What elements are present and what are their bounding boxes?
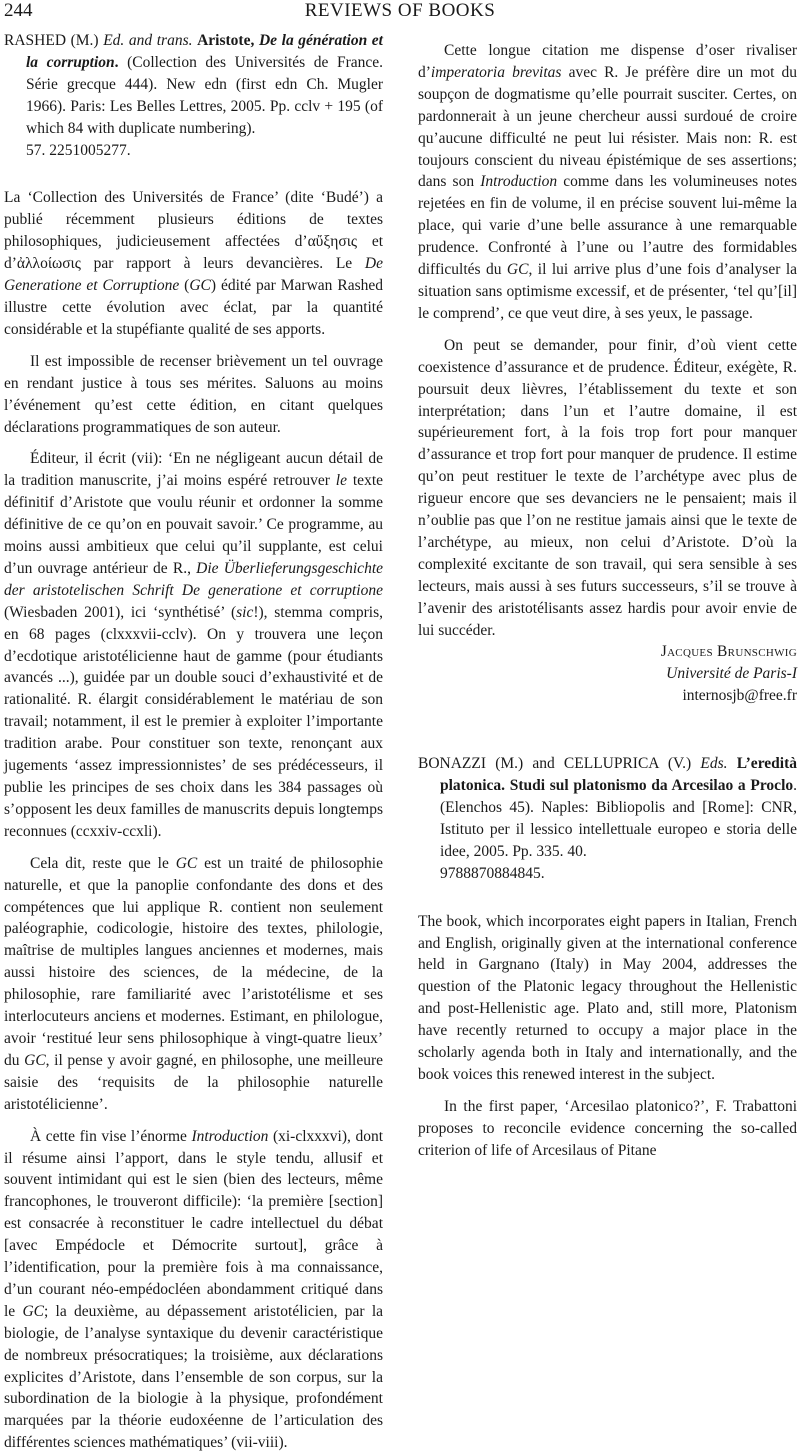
review2-bibliographic-entry	[418, 753, 797, 884]
greek-term-auxesis: αὔξησις	[307, 233, 358, 251]
review1-title-a: Aristote,	[197, 32, 255, 49]
reviewer-affiliation: Université de Paris-I	[666, 665, 797, 683]
review1-paragraph-6: Cette longue citation me dispense d’oser rivaliser d’imperatoria brevitas avec R. Je préfère dire un mot du soupçon de dogmatisme qu’elle pourrait susciter. Certes, on pardonnerait à un jeune chercheur aussi surdoué de croire qu’aucune difficulté ne peut lui résister. Mais non: R. est toujours conscient du niveau épistémique de ses assertions; dans son Introduction comme dans les volumineuses notes rejetées en fin de volume, il en précise souvent lui-même la place, qui varie d’une belle assurance à une remarquable prudence. Confronté à l’une ou l’autre des formidables difficultés du GC, il lui arrive plus d’une fois d’analyser la situation sans optimisme excessif, et de présenter, ‘tel qu’[il] le comprend’, ce que veut dire, à ses yeux, le passage.	[418, 42, 797, 322]
review2-isbn: 9788870884845.	[440, 864, 545, 882]
review1-paragraph-2: Il est impossible de recenser brièvement un tel ouvrage en rendant justice à tous ses mérites. Saluons au moins l’événement qu’est cette édition, en citant quelques déclarations programmatiques de son auteur.	[4, 352, 383, 436]
review2-paragraph-2: In the first paper, ‘Arcesilao platonico?’, F. Trabattoni proposes to reconcile evidence concerning the so-called criterion of life of Arcesilaus of Pitane	[418, 1097, 797, 1159]
review1-paragraph-7: On peut se demander, pour finir, d’où vient cette coexistence d’assurance et de prudence. Éditeur, exégète, R. poursuit deux lièvres, l’établissement du texte et son interprétation; dans l’un et l’autre domaine, il est supérieurement fort, à la fois trop fort pour manquer d’assurance et trop fort pour manquer de prudence. Il estime qu’on peut restituer le texte de l’archétype avec plus de rigueur encore que ses devanciers ne le pensaient; mais il n’oublie pas que l’on ne restitue jamais ainsi que le texte de l’archétype, au mieux, non celui d’Aristote. D’où la complexité excitante de son travail, qui sera sensible à ses lecteurs, mais aussi à ses futurs successeurs, s’il se trouve à l’avenir des aristotélisants assez hardis pour avoir envie de lui succéder.	[418, 336, 797, 639]
right-column	[418, 30, 797, 1162]
review1-signature	[418, 641, 797, 707]
running-title: REVIEWS OF BOOKS	[304, 0, 496, 21]
review1-authors: RASHED (M.)	[4, 32, 99, 49]
review1-title-c: .	[114, 53, 119, 71]
review2-details: . (Elenchos 45). Naples: Bibliopolis and [Rome]: CNR, Istituto per il lessico intellettuale europeo e storia delle idee, 2005. Pp. 335. 40.	[440, 777, 797, 860]
left-column	[4, 30, 383, 1454]
reviewer-name: Jacques Brunschwig	[660, 643, 797, 661]
running-head	[0, 0, 800, 24]
greek-term-alloiosis: ἀλλοίωσις	[16, 255, 81, 273]
review1-price-isbn: 57. 2251005277.	[26, 141, 131, 159]
review1-paragraph-3: Éditeur, il écrit (vii): ‘En ne négligeant aucun détail de la tradition manuscrite, j’ai moins espéré retrouver le texte définitif d’Aristote que voulu réunir et ordonner la somme définitive de ce qu’on en pouvait savoir.’ Ce programme, au moins aussi ambitieux que celui qu’il supplante, est celui d’un ouvrage antérieur de R., Die Überlieferungsgeschichte der aristotelischen Schrift De generatione et corruptione (Wiesbaden 2001), ici ‘synthétisé’ (sic!), stemma compris, en 68 pages (clxxxvii-cclv). On y trouvera une leçon d’ecdotique aristotélicienne haut de gamme (pour étudiants avancés ...), guidée par un double souci d’exhaustivité et de rationalité. R. élargit considérablement le matériau de son travail; notamment, il est le premier à exploiter l’importante tradition arabe. Pour constituer son texte, renonçant aux jugements ‘assez impressionnistes’ de ses prédécesseurs, il publie les principes de ses choix dans les 384 passages où s’opposent les deux familles de manuscrits depuis longtemps reconnues (ccxxiv-ccxli).	[4, 450, 384, 840]
review2-role: Eds.	[700, 755, 728, 773]
review2-authors: BONAZZI (M.) and CELLUPRICA (V.)	[418, 755, 692, 773]
review2-title: L’eredità platonica. Studi sul platonismo da Arcesilao a Proclo	[440, 755, 798, 795]
review2-paragraph-1: The book, which incorporates eight papers in Italian, French and English, originally given at the international conference held in Gargnano (Italy) in May 2004, addresses the question of the Platonic legacy throughout the Hellenistic and post-Hellenistic age. Plato and, still more, Platonism have recently returned to occupy a major place in the scholarly agenda both in Italy and internationally, and the book voices this renewed interest in the subject.	[418, 912, 797, 1083]
review1-details: (Collection des Universités de France. Série grecque 444). New edn (first edn Ch. Mugler 1966). Paris: Les Belles Lettres, 2005. Pp. cclv + 195 (of which 84 with duplicate numbering).	[26, 53, 384, 137]
review1-title-b: De la génération et la corruption	[26, 32, 383, 71]
reviewer-email: internosjb@free.fr	[682, 687, 797, 705]
review1-bibliographic-entry	[4, 30, 383, 161]
review1-paragraph-5: À cette fin vise l’énorme Introduction (xi-clxxxvi), dont il résume ainsi l’apport, dans le style tendu, allusif et souvent intimidant qui est le sien (bien des lecteurs, même francophones, le trouveront difficile): ‘la première [section] est consacrée à reconstituer le cadre intellectuel du débat [avec Empédocle et Démocrite surtout], grâce à l’identification, pour la première fois à ma connaissance, d’un courant néo-empédocléen abondamment critiqué dans le GC; la deuxième, au dépassement aristotélicien, par la biologie, de l’analyse syntaxique du devenir caractéristique de nombreux présocratiques; la troisième, aux déclarations explicites d’Aristote, dans l’ensemble de son corpus, sur la subordination de la biologie à la physique, profondément marquées par la théorie eudoxéenne de l’articulation des différentes sciences mathématiques’ (vii-viii).	[4, 1127, 384, 1452]
page-number: 244	[4, 0, 33, 21]
review1-paragraph-1: La ‘Collection des Universités de France’ (dite ‘Budé’) a publié récemment plusieurs éditions de textes philosophiques, judicieusement affectées d’αὔξησις et d’ἀλλοίωσις par rapport à leurs devancières. Le De Generatione et Corruptione (GC) édité par Marwan Rashed illustre cette évolution avec éclat, par la quantité considérable et la stupéfiante qualité de ses apports.	[4, 189, 383, 338]
review1-paragraph-4: Cela dit, reste que le GC est un traité de philosophie naturelle, et que la panoplie confondante des dons et des compétences que lui applique R. contient non seulement paléographie, codicologie, histoire des textes, philologie, maîtrise de multiples langues anciennes et modernes, mais aussi histoire des sciences, de la médecine, de la philosophie, rare familiarité avec l’aristotélisme et ses interlocuteurs anciens et modernes. Estimant, en philologue, avoir ‘restitué leur sens philosophique à vingt-quatre lieux’ du GC, il pense y avoir gagné, en philosophe, une meilleure saisie des ‘requisits de la philosophie naturelle aristotélicienne’.	[4, 854, 383, 1113]
review1-role: Ed. and trans.	[103, 32, 193, 49]
